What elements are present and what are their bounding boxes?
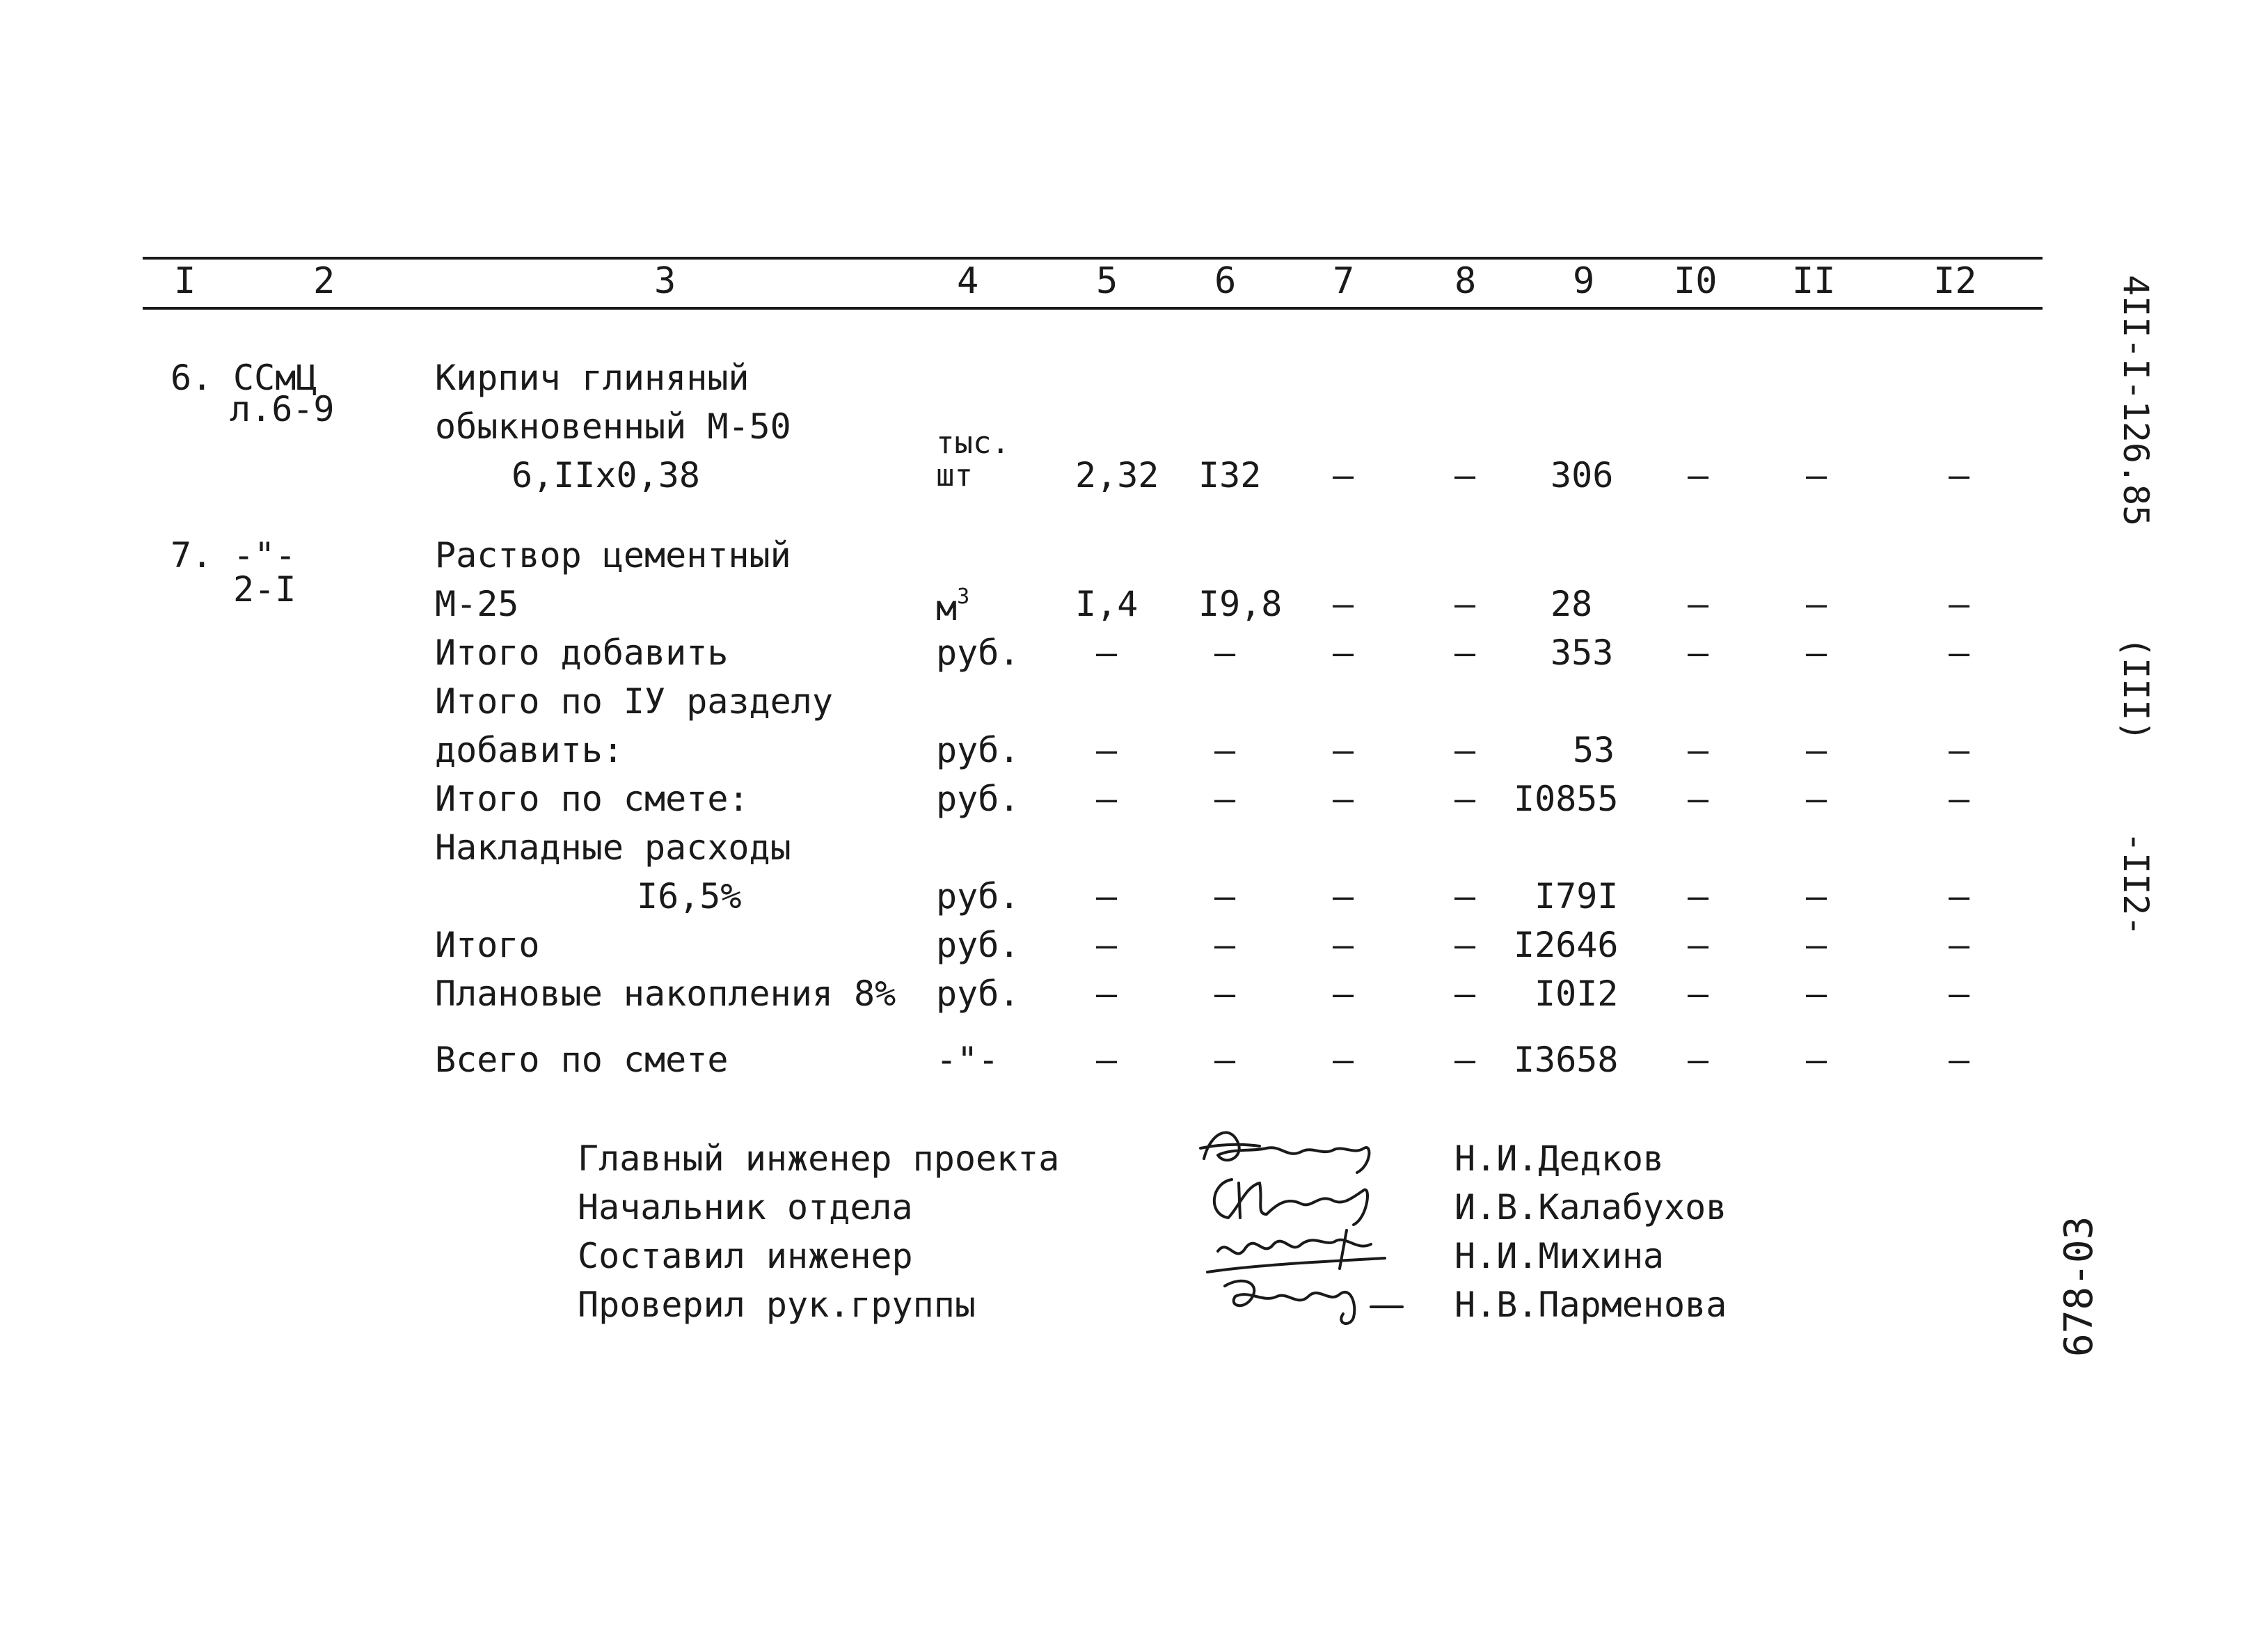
cell-col5: – <box>1096 925 1118 965</box>
signature-name: Н.И.Михина <box>1454 1236 1665 1276</box>
cell-col12: – <box>1949 925 1970 965</box>
cell-col5: – <box>1096 974 1118 1014</box>
cell-col8: – <box>1454 455 1476 495</box>
cell-col5: 2,32 <box>1075 455 1159 495</box>
cell-col9: 306 <box>1551 455 1614 495</box>
row-unit: руб. <box>936 925 1020 965</box>
cell-col10: – <box>1688 455 1709 495</box>
row-name: Плановые накопления 8% <box>435 974 896 1014</box>
row-unit <box>936 587 969 626</box>
cell-col12: – <box>1949 730 1970 770</box>
cell-col11: – <box>1806 925 1827 965</box>
row-name: М-25 <box>435 584 519 624</box>
cell-col7: – <box>1333 633 1354 673</box>
cell-col9: I0855 <box>1514 779 1619 819</box>
cell-col8: – <box>1454 925 1476 965</box>
signature-name: И.В.Калабухов <box>1454 1187 1727 1228</box>
margin-doc-code: 4II-I-126.85 <box>2116 275 2156 527</box>
unit-superscript: 3 <box>957 585 970 609</box>
header-bottom-rule <box>143 307 2043 310</box>
cell-col9: I79I <box>1535 876 1619 916</box>
col-header-4: 4 <box>957 260 979 302</box>
signature-role: Составил инженер <box>578 1236 913 1276</box>
cell-col8: – <box>1454 779 1476 819</box>
row-name: 6,IIх0,38 <box>512 455 700 495</box>
row-unit: руб. <box>936 779 1020 819</box>
cell-col5: I,4 <box>1075 584 1139 624</box>
cell-col12: – <box>1949 633 1970 673</box>
cell-col6: – <box>1214 974 1236 1014</box>
cell-col8: – <box>1454 730 1476 770</box>
cell-col11: – <box>1806 633 1827 673</box>
cell-col12: – <box>1949 1040 1970 1080</box>
cell-col9: I2646 <box>1514 925 1619 965</box>
cell-col11: – <box>1806 974 1827 1014</box>
cell-col11: – <box>1806 730 1827 770</box>
cell-col11: – <box>1806 455 1827 495</box>
handwritten-signature-4 <box>1211 1265 1413 1335</box>
cell-col7: – <box>1333 974 1354 1014</box>
margin-page-number: -II2- <box>2116 832 2156 937</box>
col-header-12: I2 <box>1933 260 1977 302</box>
cell-col5: – <box>1096 633 1118 673</box>
cell-col6: I9,8 <box>1198 584 1283 624</box>
header-top-rule <box>143 257 2043 260</box>
col-header-1: I <box>174 260 196 302</box>
cell-col6: – <box>1214 730 1236 770</box>
row-name: Итого добавить <box>435 633 729 673</box>
cell-col10: – <box>1688 925 1709 965</box>
margin-volume: (III) <box>2116 637 2156 742</box>
col-header-2: 2 <box>313 260 335 302</box>
col-header-6: 6 <box>1214 260 1237 302</box>
cell-col9: 53 <box>1573 730 1615 770</box>
col-header-8: 8 <box>1454 260 1477 302</box>
col-header-10: I0 <box>1674 260 1718 302</box>
row-name: Раствор цементный <box>435 535 791 575</box>
row-name: Итого по смете: <box>435 779 750 819</box>
col-header-5: 5 <box>1096 260 1118 302</box>
cell-col12: – <box>1949 779 1970 819</box>
cell-col10: – <box>1688 876 1709 916</box>
margin-sheet-code: 678-03 <box>2056 1216 2102 1357</box>
row-name: I6,5% <box>637 876 742 916</box>
cell-col12: – <box>1949 876 1970 916</box>
row-code-ref: л.6-9 <box>230 389 335 429</box>
cell-col10: – <box>1688 974 1709 1014</box>
cell-col7: – <box>1333 1040 1354 1080</box>
cell-col7: – <box>1333 779 1354 819</box>
cell-col6: – <box>1214 633 1236 673</box>
cell-col5: – <box>1096 779 1118 819</box>
row-name: обыкновенный М-50 <box>435 406 791 447</box>
cell-col11: – <box>1806 584 1827 624</box>
col-header-11: II <box>1792 260 1836 302</box>
row-number: 6. <box>171 358 213 398</box>
row-unit: руб. <box>936 633 1020 673</box>
row-unit: руб. <box>936 876 1020 916</box>
cell-col12: – <box>1949 974 1970 1014</box>
row-unit: шт <box>936 458 973 493</box>
row-name: Накладные расходы <box>435 827 791 868</box>
cell-col10: – <box>1688 633 1709 673</box>
cell-col12: – <box>1949 584 1970 624</box>
cell-col12: – <box>1949 455 1970 495</box>
cell-col10: – <box>1688 779 1709 819</box>
cell-col8: – <box>1454 876 1476 916</box>
cell-col6: – <box>1214 876 1236 916</box>
cell-col7: – <box>1333 876 1354 916</box>
cell-col11: – <box>1806 876 1827 916</box>
cell-col5: – <box>1096 1040 1118 1080</box>
row-number: 7. <box>171 535 213 575</box>
cell-col6: – <box>1214 1040 1236 1080</box>
signature-name: Н.И.Дедков <box>1454 1138 1665 1179</box>
cell-col6: – <box>1214 779 1236 819</box>
cell-col10: – <box>1688 730 1709 770</box>
cell-col5: – <box>1096 876 1118 916</box>
cell-col6: I32 <box>1198 455 1262 495</box>
col-header-3: 3 <box>654 260 676 302</box>
row-name: Итого по IУ разделу <box>435 681 833 722</box>
cell-col11: – <box>1806 779 1827 819</box>
row-name: Всего по смете <box>435 1040 729 1080</box>
row-name: Кирпич глиняный <box>435 358 750 398</box>
cell-col11: – <box>1806 1040 1827 1080</box>
row-code: ССмЦ <box>233 358 317 398</box>
row-name: Итого <box>435 925 540 965</box>
row-unit: руб. <box>936 730 1020 770</box>
row-unit: -"- <box>936 1040 999 1080</box>
cell-col8: – <box>1454 633 1476 673</box>
cell-col7: – <box>1333 584 1354 624</box>
cell-col8: – <box>1454 1040 1476 1080</box>
cell-col9: 353 <box>1551 633 1614 673</box>
cell-col5: – <box>1096 730 1118 770</box>
row-name: добавить: <box>435 730 624 770</box>
signature-role: Главный инженер проекта <box>578 1138 1060 1179</box>
signature-role: Проверил рук.группы <box>578 1285 976 1325</box>
cell-col7: – <box>1333 925 1354 965</box>
row-unit: руб. <box>936 974 1020 1014</box>
cell-col9: 28 <box>1551 584 1593 624</box>
unit-text: м <box>936 588 958 628</box>
cell-col8: – <box>1454 974 1476 1014</box>
cell-col10: – <box>1688 1040 1709 1080</box>
cell-col7: – <box>1333 455 1354 495</box>
cell-col6: – <box>1214 925 1236 965</box>
cell-col10: – <box>1688 584 1709 624</box>
row-code: -"- <box>233 535 296 575</box>
cell-col9: I0I2 <box>1535 974 1619 1014</box>
cell-col9: I3658 <box>1514 1040 1619 1080</box>
signature-role: Начальник отдела <box>578 1187 913 1228</box>
signature-name: Н.В.Парменова <box>1454 1285 1727 1325</box>
cell-col7: – <box>1333 730 1354 770</box>
col-header-9: 9 <box>1573 260 1595 302</box>
cell-col8: – <box>1454 584 1476 624</box>
row-code-ref: 2-I <box>233 569 296 610</box>
col-header-7: 7 <box>1333 260 1355 302</box>
row-unit: тыс. <box>936 425 1010 461</box>
